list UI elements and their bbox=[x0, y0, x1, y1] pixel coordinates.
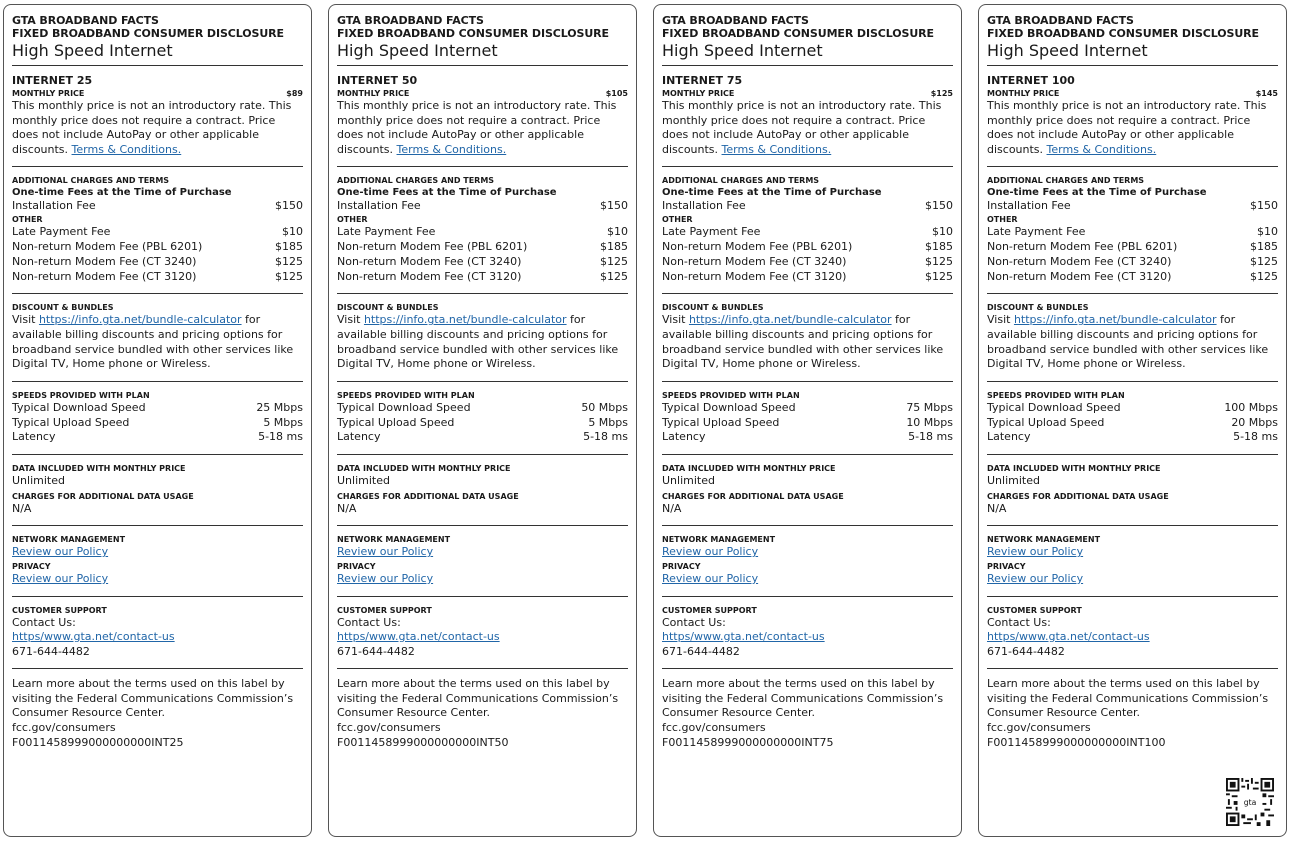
upload-speed-label: Typical Upload Speed bbox=[987, 415, 1105, 429]
fee-label: Non-return Modem Fee (CT 3240) bbox=[987, 254, 1172, 268]
header-title: High Speed Internet bbox=[12, 41, 173, 60]
contact-us-label: Contact Us: bbox=[987, 615, 1051, 629]
policy-section bbox=[987, 526, 1278, 595]
speeds-label: SPEEDS PROVIDED WITH PLAN bbox=[12, 390, 150, 400]
fee-label: Late Payment Fee bbox=[12, 225, 111, 239]
header-line-1: GTA BROADBAND FACTS bbox=[337, 14, 484, 27]
fee-value: $125 bbox=[275, 254, 303, 268]
terms-conditions-link[interactable]: Terms & Conditions. bbox=[396, 142, 507, 156]
additional-data-charges-label: CHARGES FOR ADDITIONAL DATA USAGE bbox=[662, 491, 844, 501]
latency-label: Latency bbox=[337, 430, 381, 444]
fee-label: Non-return Modem Fee (PBL 6201) bbox=[337, 239, 528, 253]
monthly-price-description: This monthly price is not an introductory rate. This monthly price does not require a contract. Price does not include AutoPay or other applicable discounts. bbox=[12, 99, 292, 156]
fee-row bbox=[337, 270, 628, 285]
fee-label: Non-return Modem Fee (CT 3120) bbox=[987, 269, 1172, 283]
data-included-value: Unlimited bbox=[337, 474, 390, 488]
monthly-price-text bbox=[987, 99, 1278, 157]
fee-label: Late Payment Fee bbox=[662, 225, 761, 239]
other-label: OTHER bbox=[662, 215, 693, 225]
header-title: High Speed Internet bbox=[662, 41, 823, 60]
one-time-fees-label: One-time Fees at the Time of Purchase bbox=[337, 187, 557, 199]
fee-row bbox=[987, 270, 1278, 285]
upload-speed-label: Typical Upload Speed bbox=[12, 415, 130, 429]
installation-fee-label: Installation Fee bbox=[12, 199, 96, 213]
support-phone: 671-644-4482 bbox=[337, 644, 415, 658]
download-speed-value: 75 Mbps bbox=[906, 400, 953, 414]
upload-speed-value: 20 Mbps bbox=[1231, 415, 1278, 429]
bundle-description: for available billing discounts and pricing options for broadband service bundled with other services like Digital TV, Home phone or Wireless bbox=[662, 313, 944, 371]
speeds-section bbox=[662, 382, 953, 454]
fee-label: Non-return Modem Fee (CT 3120) bbox=[12, 269, 197, 283]
monthly-price-description: This monthly price is not an introductory rate. This monthly price does not require a contract. Price does not include AutoPay or other applicable discounts. bbox=[662, 99, 942, 156]
customer-support-label: CUSTOMER SUPPORT bbox=[12, 605, 107, 615]
unique-plan-id: F0011458999000000000INT50 bbox=[337, 735, 509, 749]
additional-data-charges-label: CHARGES FOR ADDITIONAL DATA USAGE bbox=[337, 491, 519, 501]
plan-name: INTERNET 25 bbox=[12, 74, 93, 87]
latency-value: 5-18 ms bbox=[1233, 430, 1278, 444]
monthly-price-label: MONTHLY PRICE bbox=[12, 89, 85, 98]
fee-label: Non-return Modem Fee (CT 3240) bbox=[662, 254, 847, 268]
installation-fee-value: $150 bbox=[600, 199, 628, 213]
fee-value: $185 bbox=[1250, 239, 1278, 253]
contact-us-label: Contact Us: bbox=[662, 615, 726, 629]
installation-fee-label: Installation Fee bbox=[337, 199, 421, 213]
privacy-policy-link[interactable]: Review our Policy bbox=[337, 571, 434, 585]
network-policy-link[interactable]: Review our Policy bbox=[12, 545, 109, 559]
additional-data-charges-value: N/A bbox=[662, 501, 682, 515]
fee-row bbox=[337, 240, 628, 255]
monthly-price-description: This monthly price is not an introductory rate. This monthly price does not require a contract. Price does not include AutoPay or other applicable discounts. bbox=[987, 99, 1267, 156]
additional-charges-label: ADDITIONAL CHARGES AND TERMS bbox=[987, 176, 1145, 186]
header-line-2: FIXED BROADBAND CONSUMER DISCLOSURE bbox=[337, 27, 609, 40]
additional-charges-section bbox=[662, 167, 953, 293]
download-speed-row bbox=[12, 401, 303, 416]
support-section bbox=[337, 597, 628, 669]
monthly-price-row bbox=[662, 88, 953, 99]
data-included-value: Unlimited bbox=[12, 474, 65, 488]
latency-row bbox=[662, 430, 953, 445]
fee-row bbox=[12, 270, 303, 285]
fee-value: $10 bbox=[932, 225, 953, 239]
fee-value: $185 bbox=[925, 239, 953, 253]
discount-section bbox=[337, 294, 628, 380]
fcc-url: fcc.gov/consumers bbox=[662, 721, 766, 735]
network-management-label: NETWORK MANAGEMENT bbox=[337, 535, 451, 545]
data-included-label: DATA INCLUDED WITH MONTHLY PRICE bbox=[12, 464, 186, 474]
fee-value: $185 bbox=[275, 239, 303, 253]
bundle-text-end: . bbox=[857, 357, 861, 371]
contact-us-link[interactable]: https/www.gta.net/contact-us bbox=[337, 630, 500, 644]
fee-value: $125 bbox=[600, 269, 628, 283]
upload-speed-value: 5 Mbps bbox=[263, 415, 303, 429]
installation-fee-value: $150 bbox=[275, 199, 303, 213]
download-speed-row bbox=[337, 401, 628, 416]
discount-text bbox=[662, 313, 953, 371]
privacy-policy-link[interactable]: Review our Policy bbox=[12, 571, 109, 585]
footer-section bbox=[337, 669, 628, 759]
visit-text: Visit bbox=[987, 313, 1011, 327]
monthly-price-label: MONTHLY PRICE bbox=[662, 89, 735, 98]
speeds-section bbox=[12, 382, 303, 454]
latency-label: Latency bbox=[662, 430, 706, 444]
header-title: High Speed Internet bbox=[987, 41, 1148, 60]
bundle-calculator-link[interactable]: https://info.gta.net/bundle-calculator bbox=[1013, 313, 1217, 327]
download-speed-label: Typical Download Speed bbox=[662, 400, 796, 414]
fee-row bbox=[987, 255, 1278, 270]
fee-row bbox=[662, 225, 953, 240]
speeds-section bbox=[987, 382, 1278, 454]
one-time-fees-label: One-time Fees at the Time of Purchase bbox=[662, 187, 882, 199]
upload-speed-label: Typical Upload Speed bbox=[662, 415, 780, 429]
visit-text: Visit bbox=[337, 313, 361, 327]
broadband-label-card bbox=[3, 4, 312, 837]
download-speed-value: 100 Mbps bbox=[1224, 400, 1278, 414]
fee-label: Non-return Modem Fee (CT 3120) bbox=[662, 269, 847, 283]
terms-conditions-link[interactable]: Terms & Conditions. bbox=[71, 142, 182, 156]
policy-section bbox=[337, 526, 628, 595]
data-included-value: Unlimited bbox=[987, 474, 1040, 488]
support-section bbox=[12, 597, 303, 669]
header-title: High Speed Internet bbox=[337, 41, 498, 60]
speeds-label: SPEEDS PROVIDED WITH PLAN bbox=[987, 390, 1125, 400]
installation-fee-label: Installation Fee bbox=[987, 199, 1071, 213]
fcc-url: fcc.gov/consumers bbox=[337, 721, 441, 735]
fee-label: Non-return Modem Fee (CT 3240) bbox=[12, 254, 197, 268]
footer-section bbox=[987, 669, 1278, 759]
additional-charges-section bbox=[337, 167, 628, 293]
discount-bundles-label: DISCOUNT & BUNDLES bbox=[662, 303, 764, 313]
latency-row bbox=[12, 430, 303, 445]
download-speed-value: 25 Mbps bbox=[256, 400, 303, 414]
fee-row bbox=[987, 240, 1278, 255]
fee-value: $10 bbox=[1257, 225, 1278, 239]
policy-section bbox=[12, 526, 303, 595]
installation-fee-value: $150 bbox=[1250, 199, 1278, 213]
contact-us-link[interactable]: https/www.gta.net/contact-us bbox=[987, 630, 1150, 644]
monthly-price-value: $125 bbox=[930, 89, 953, 98]
upload-speed-row bbox=[12, 416, 303, 431]
discount-section bbox=[12, 294, 303, 380]
fee-label: Late Payment Fee bbox=[987, 225, 1086, 239]
additional-data-charges-label: CHARGES FOR ADDITIONAL DATA USAGE bbox=[12, 491, 194, 501]
fee-label: Late Payment Fee bbox=[337, 225, 436, 239]
data-included-label: DATA INCLUDED WITH MONTHLY PRICE bbox=[987, 464, 1161, 474]
monthly-price-value: $89 bbox=[286, 89, 303, 98]
monthly-price-label: MONTHLY PRICE bbox=[337, 89, 410, 98]
network-management-label: NETWORK MANAGEMENT bbox=[987, 535, 1101, 545]
fee-value: $125 bbox=[1250, 269, 1278, 283]
fee-row bbox=[12, 240, 303, 255]
other-label: OTHER bbox=[987, 215, 1018, 225]
installation-fee-row bbox=[662, 199, 953, 214]
upload-speed-label: Typical Upload Speed bbox=[337, 415, 455, 429]
fee-value: $185 bbox=[600, 239, 628, 253]
monthly-price-text bbox=[12, 99, 303, 157]
additional-data-charges-value: N/A bbox=[12, 501, 32, 515]
bundle-description: for available billing discounts and pricing options for broadband service bundled with other services like Digital TV, Home phone or Wireless bbox=[337, 313, 619, 371]
contact-us-link[interactable]: https/www.gta.net/contact-us bbox=[662, 630, 825, 644]
contact-us-label: Contact Us: bbox=[337, 615, 401, 629]
installation-fee-row bbox=[337, 199, 628, 214]
fee-value: $10 bbox=[282, 225, 303, 239]
bundle-calculator-link[interactable]: https://info.gta.net/bundle-calculator bbox=[363, 313, 567, 327]
fee-row bbox=[12, 225, 303, 240]
monthly-price-value: $105 bbox=[605, 89, 628, 98]
discount-section bbox=[987, 294, 1278, 380]
unique-plan-id: F0011458999000000000INT25 bbox=[12, 735, 184, 749]
fee-value: $125 bbox=[1250, 254, 1278, 268]
learn-more-text: Learn more about the terms used on this label by visiting the Federal Communications Commission’s Consumer Resource Center. bbox=[12, 677, 294, 720]
monthly-price-label: MONTHLY PRICE bbox=[987, 89, 1060, 98]
monthly-price-row bbox=[12, 88, 303, 99]
monthly-price-description: This monthly price is not an introductory rate. This monthly price does not require a contract. Price does not include AutoPay or other applicable discounts. bbox=[337, 99, 617, 156]
visit-text: Visit bbox=[662, 313, 686, 327]
footer-section bbox=[12, 669, 303, 759]
learn-more-text: Learn more about the terms used on this label by visiting the Federal Communications Commission’s Consumer Resource Center. bbox=[662, 677, 944, 720]
privacy-policy-link[interactable]: Review our Policy bbox=[987, 571, 1084, 585]
latency-value: 5-18 ms bbox=[908, 430, 953, 444]
discount-text bbox=[337, 313, 628, 371]
header-line-1: GTA BROADBAND FACTS bbox=[662, 14, 809, 27]
download-speed-label: Typical Download Speed bbox=[337, 400, 471, 414]
latency-value: 5-18 ms bbox=[583, 430, 628, 444]
network-policy-link[interactable]: Review our Policy bbox=[987, 545, 1084, 559]
header-line-2: FIXED BROADBAND CONSUMER DISCLOSURE bbox=[662, 27, 934, 40]
fee-row bbox=[337, 255, 628, 270]
additional-charges-section bbox=[12, 167, 303, 293]
upload-speed-row bbox=[662, 416, 953, 431]
fee-value: $125 bbox=[925, 269, 953, 283]
additional-charges-label: ADDITIONAL CHARGES AND TERMS bbox=[337, 176, 495, 186]
header-line-1: GTA BROADBAND FACTS bbox=[12, 14, 159, 27]
discount-section bbox=[662, 294, 953, 380]
fee-value: $125 bbox=[275, 269, 303, 283]
visit-text: Visit bbox=[12, 313, 36, 327]
upload-speed-row bbox=[337, 416, 628, 431]
support-phone: 671-644-4482 bbox=[662, 644, 740, 658]
upload-speed-value: 10 Mbps bbox=[906, 415, 953, 429]
discount-bundles-label: DISCOUNT & BUNDLES bbox=[987, 303, 1089, 313]
fee-row bbox=[662, 270, 953, 285]
speeds-label: SPEEDS PROVIDED WITH PLAN bbox=[337, 390, 475, 400]
bundle-text-end: . bbox=[532, 357, 536, 371]
download-speed-value: 50 Mbps bbox=[581, 400, 628, 414]
qr-center-label: gta bbox=[1243, 797, 1257, 807]
data-section bbox=[337, 455, 628, 525]
additional-charges-label: ADDITIONAL CHARGES AND TERMS bbox=[662, 176, 820, 186]
discount-text bbox=[987, 313, 1278, 371]
additional-data-charges-label: CHARGES FOR ADDITIONAL DATA USAGE bbox=[987, 491, 1169, 501]
policy-section bbox=[662, 526, 953, 595]
customer-support-label: CUSTOMER SUPPORT bbox=[987, 605, 1082, 615]
terms-conditions-link[interactable]: Terms & Conditions. bbox=[721, 142, 832, 156]
privacy-label: PRIVACY bbox=[662, 561, 701, 571]
support-phone: 671-644-4482 bbox=[12, 644, 90, 658]
price-section bbox=[987, 66, 1278, 166]
footer-section bbox=[662, 669, 953, 759]
bundle-description: for available billing discounts and pricing options for broadband service bundled with other services like Digital TV, Home phone or Wireless bbox=[987, 313, 1269, 371]
learn-more-text: Learn more about the terms used on this label by visiting the Federal Communications Commission’s Consumer Resource Center. bbox=[987, 677, 1269, 720]
additional-data-charges-value: N/A bbox=[337, 501, 357, 515]
customer-support-label: CUSTOMER SUPPORT bbox=[662, 605, 757, 615]
price-section bbox=[12, 66, 303, 166]
monthly-price-text bbox=[662, 99, 953, 157]
fee-row bbox=[337, 225, 628, 240]
data-section bbox=[987, 455, 1278, 525]
support-section bbox=[987, 597, 1278, 669]
contact-us-label: Contact Us: bbox=[12, 615, 76, 629]
discount-bundles-label: DISCOUNT & BUNDLES bbox=[337, 303, 439, 313]
bundle-calculator-link[interactable]: https://info.gta.net/bundle-calculator bbox=[38, 313, 242, 327]
customer-support-label: CUSTOMER SUPPORT bbox=[337, 605, 432, 615]
monthly-price-row bbox=[987, 88, 1278, 99]
download-speed-label: Typical Download Speed bbox=[987, 400, 1121, 414]
data-included-label: DATA INCLUDED WITH MONTHLY PRICE bbox=[337, 464, 511, 474]
learn-more-text: Learn more about the terms used on this label by visiting the Federal Communications Commission’s Consumer Resource Center. bbox=[337, 677, 619, 720]
header-line-1: GTA BROADBAND FACTS bbox=[987, 14, 1134, 27]
fee-value: $125 bbox=[600, 254, 628, 268]
bundle-calculator-link[interactable]: https://info.gta.net/bundle-calculator bbox=[688, 313, 892, 327]
upload-speed-row bbox=[987, 416, 1278, 431]
latency-label: Latency bbox=[12, 430, 56, 444]
support-phone: 671-644-4482 bbox=[987, 644, 1065, 658]
download-speed-row bbox=[987, 401, 1278, 416]
latency-row bbox=[337, 430, 628, 445]
contact-us-link[interactable]: https/www.gta.net/contact-us bbox=[12, 630, 175, 644]
network-policy-link[interactable]: Review our Policy bbox=[662, 545, 759, 559]
qr-code-icon bbox=[1226, 778, 1274, 826]
fee-value: $10 bbox=[607, 225, 628, 239]
latency-row bbox=[987, 430, 1278, 445]
network-management-label: NETWORK MANAGEMENT bbox=[12, 535, 126, 545]
monthly-price-text bbox=[337, 99, 628, 157]
price-section bbox=[337, 66, 628, 166]
bundle-text-end: . bbox=[1182, 357, 1186, 371]
additional-data-charges-value: N/A bbox=[987, 501, 1007, 515]
download-speed-row bbox=[662, 401, 953, 416]
fee-row bbox=[662, 240, 953, 255]
header-line-2: FIXED BROADBAND CONSUMER DISCLOSURE bbox=[12, 27, 284, 40]
network-policy-link[interactable]: Review our Policy bbox=[337, 545, 434, 559]
discount-bundles-label: DISCOUNT & BUNDLES bbox=[12, 303, 114, 313]
bundle-text-end: . bbox=[207, 357, 211, 371]
data-included-label: DATA INCLUDED WITH MONTHLY PRICE bbox=[662, 464, 836, 474]
data-section bbox=[662, 455, 953, 525]
privacy-label: PRIVACY bbox=[337, 561, 376, 571]
privacy-label: PRIVACY bbox=[12, 561, 51, 571]
other-label: OTHER bbox=[12, 215, 43, 225]
fee-label: Non-return Modem Fee (CT 3240) bbox=[337, 254, 522, 268]
fee-label: Non-return Modem Fee (CT 3120) bbox=[337, 269, 522, 283]
latency-label: Latency bbox=[987, 430, 1031, 444]
plan-name: INTERNET 100 bbox=[987, 74, 1075, 87]
unique-plan-id: F0011458999000000000INT100 bbox=[987, 735, 1166, 749]
one-time-fees-label: One-time Fees at the Time of Purchase bbox=[987, 187, 1207, 199]
data-included-value: Unlimited bbox=[662, 474, 715, 488]
speeds-section bbox=[337, 382, 628, 454]
one-time-fees-label: One-time Fees at the Time of Purchase bbox=[12, 187, 232, 199]
additional-charges-label: ADDITIONAL CHARGES AND TERMS bbox=[12, 176, 170, 186]
broadband-label-card bbox=[328, 4, 637, 837]
upload-speed-value: 5 Mbps bbox=[588, 415, 628, 429]
fee-value: $125 bbox=[925, 254, 953, 268]
broadband-label-card bbox=[978, 4, 1287, 837]
discount-text bbox=[12, 313, 303, 371]
monthly-price-value: $145 bbox=[1255, 89, 1278, 98]
header-line-2: FIXED BROADBAND CONSUMER DISCLOSURE bbox=[987, 27, 1259, 40]
fee-row bbox=[12, 255, 303, 270]
plan-name: INTERNET 75 bbox=[662, 74, 743, 87]
latency-value: 5-18 ms bbox=[258, 430, 303, 444]
price-section bbox=[662, 66, 953, 166]
installation-fee-label: Installation Fee bbox=[662, 199, 746, 213]
fee-label: Non-return Modem Fee (PBL 6201) bbox=[12, 239, 203, 253]
support-section bbox=[662, 597, 953, 669]
fee-row bbox=[662, 255, 953, 270]
bundle-description: for available billing discounts and pricing options for broadband service bundled with other services like Digital TV, Home phone or Wireless bbox=[12, 313, 294, 371]
unique-plan-id: F0011458999000000000INT75 bbox=[662, 735, 834, 749]
privacy-label: PRIVACY bbox=[987, 561, 1026, 571]
fee-row bbox=[987, 225, 1278, 240]
network-management-label: NETWORK MANAGEMENT bbox=[662, 535, 776, 545]
installation-fee-row bbox=[987, 199, 1278, 214]
additional-charges-section bbox=[987, 167, 1278, 293]
other-label: OTHER bbox=[337, 215, 368, 225]
privacy-policy-link[interactable]: Review our Policy bbox=[662, 571, 759, 585]
installation-fee-value: $150 bbox=[925, 199, 953, 213]
installation-fee-row bbox=[12, 199, 303, 214]
broadband-label-card bbox=[653, 4, 962, 837]
fee-label: Non-return Modem Fee (PBL 6201) bbox=[987, 239, 1178, 253]
fee-label: Non-return Modem Fee (PBL 6201) bbox=[662, 239, 853, 253]
fcc-url: fcc.gov/consumers bbox=[987, 721, 1091, 735]
fcc-url: fcc.gov/consumers bbox=[12, 721, 116, 735]
data-section bbox=[12, 455, 303, 525]
plan-name: INTERNET 50 bbox=[337, 74, 418, 87]
monthly-price-row bbox=[337, 88, 628, 99]
speeds-label: SPEEDS PROVIDED WITH PLAN bbox=[662, 390, 800, 400]
terms-conditions-link[interactable]: Terms & Conditions. bbox=[1046, 142, 1157, 156]
download-speed-label: Typical Download Speed bbox=[12, 400, 146, 414]
